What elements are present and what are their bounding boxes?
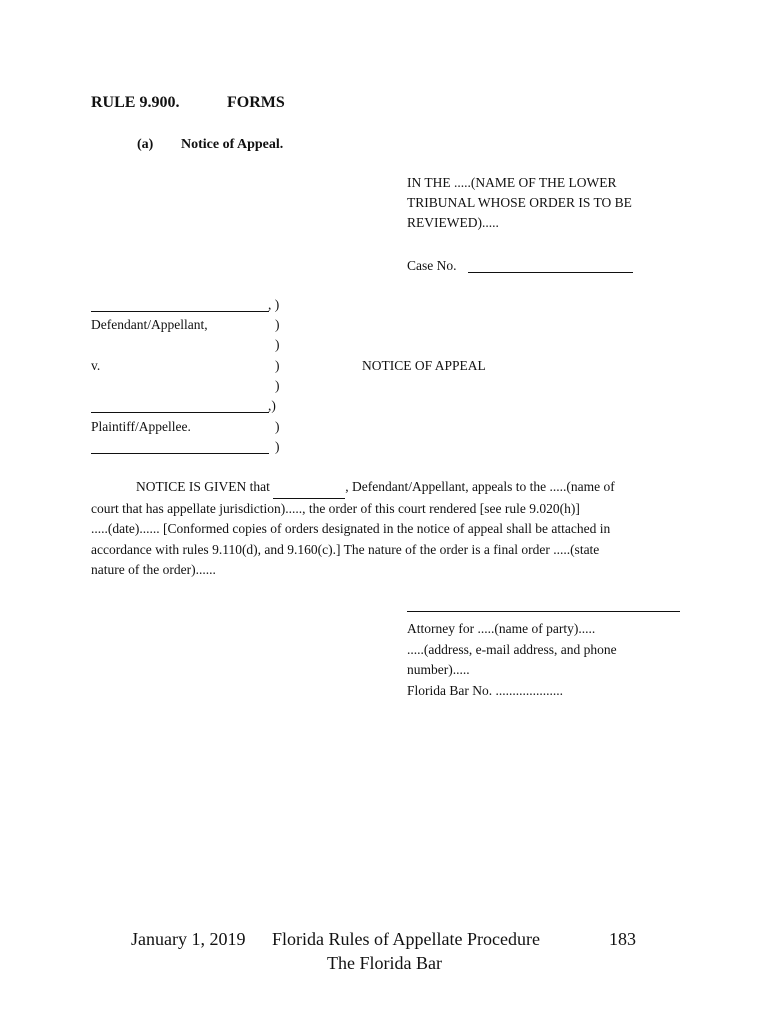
case-number-blank — [468, 272, 633, 273]
caption-comma-paren-2: ,) — [268, 398, 276, 413]
caption-paren: ) — [275, 317, 280, 332]
plaintiff-label: Plaintiff/Appellee. — [91, 419, 191, 434]
notice-body — [91, 477, 681, 581]
appellee-name-blank — [91, 412, 269, 413]
body-line-3: .....(date)...... [Conformed copies of orders designated in the notice of appeal shall be attached in — [91, 521, 611, 537]
subsection-letter: (a) — [137, 137, 154, 152]
caption-paren: ) — [275, 439, 280, 454]
versus-label: v. — [91, 358, 101, 373]
notice-of-appeal-title: NOTICE OF APPEAL — [362, 358, 486, 373]
defendant-label: Defendant/Appellant, — [91, 317, 208, 332]
footer-page-number: 183 — [609, 929, 636, 949]
court-line-1: IN THE .....(NAME OF THE LOWER — [407, 175, 617, 190]
signature-line — [407, 611, 680, 612]
body-line-5: nature of the order)...... — [91, 562, 216, 578]
court-line-3: REVIEWED)..... — [407, 215, 499, 230]
party-name-blank — [273, 477, 345, 499]
signature-block — [407, 619, 677, 701]
caption-comma-paren-1: , ) — [268, 297, 280, 312]
subsection-title: Notice of Appeal. — [181, 137, 284, 152]
footer-organization: The Florida Bar — [327, 953, 442, 973]
caption-bottom-blank — [91, 453, 269, 454]
body-lead: NOTICE IS GIVEN that — [136, 479, 270, 494]
caption-paren: ) — [275, 358, 280, 373]
caption-paren: ) — [275, 337, 280, 352]
court-line-2: TRIBUNAL WHOSE ORDER IS TO BE — [407, 195, 632, 210]
forms-heading: FORMS — [227, 94, 285, 111]
body-line-1 — [91, 477, 681, 499]
attorney-line: Attorney for .....(name of party)..... — [407, 621, 596, 636]
caption-paren: ) — [275, 378, 280, 393]
case-number-label: Case No. — [407, 258, 457, 273]
address-line: .....(address, e-mail address, and phone — [407, 641, 617, 657]
appellant-name-blank — [91, 311, 269, 312]
footer-title: Florida Rules of Appellate Procedure — [272, 929, 540, 949]
florida-bar-line: Florida Bar No. .................... — [407, 682, 563, 698]
body-line-1-rest: , Defendant/Appellant, appeals to the .....(name of — [345, 479, 615, 494]
phone-line: number)..... — [407, 662, 470, 677]
body-line-4: accordance with rules 9.110(d), and 9.160(c).] The nature of the order is a final order .....(state — [91, 541, 600, 557]
body-line-2: court that has appellate jurisdiction)....., the order of this court rendered [see rule 9.020(h)] — [91, 500, 580, 516]
footer-date: January 1, 2019 — [131, 929, 246, 949]
caption-paren: ) — [275, 419, 280, 434]
rule-number: RULE 9.900. — [91, 94, 180, 111]
